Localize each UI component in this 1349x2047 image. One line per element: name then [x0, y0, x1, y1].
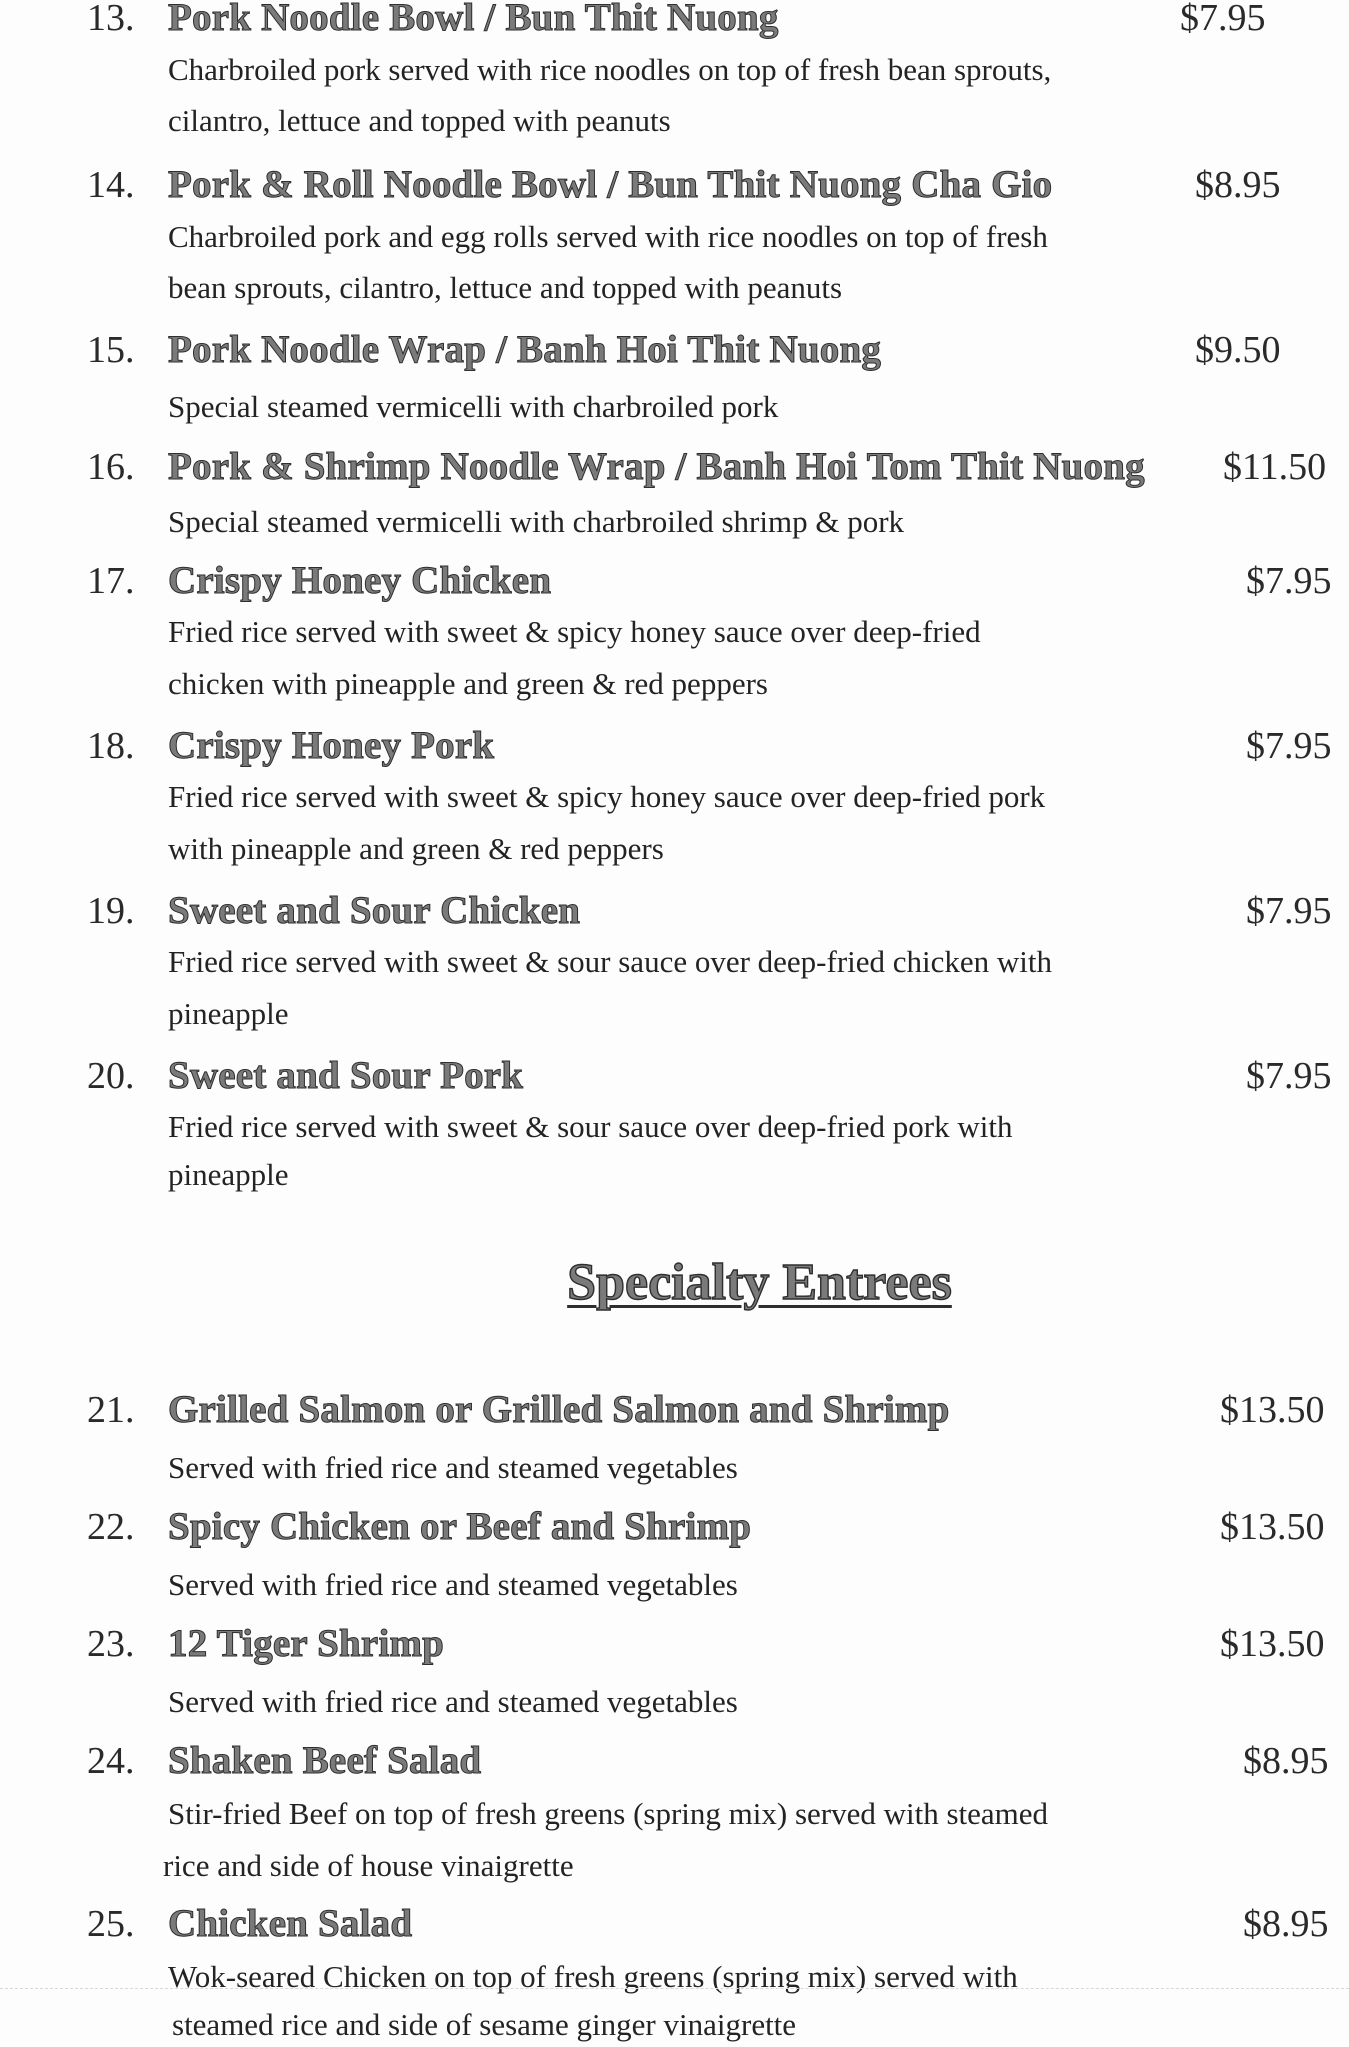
menu-item-header — [0, 1502, 1349, 1552]
menu-item-header — [0, 1619, 1349, 1669]
item-price: $9.50 — [1195, 329, 1281, 371]
item-name: Pork & Shrimp Noodle Wrap / Banh Hoi Tom Thit Nuong — [168, 445, 1145, 488]
item-price: $8.95 — [1195, 164, 1281, 206]
item-number: 19. — [87, 890, 135, 932]
menu-item-header — [0, 1051, 1349, 1101]
item-name: Chicken Salad — [168, 1902, 413, 1945]
item-price: $8.95 — [1243, 1740, 1329, 1782]
menu-item-header — [0, 325, 1349, 375]
item-name: Crispy Honey Pork — [168, 724, 495, 767]
item-description-line: Fried rice served with sweet & spicy honey sauce over deep-fried pork — [168, 779, 1046, 814]
section-heading-text: Specialty Entrees — [567, 1254, 952, 1311]
item-number: 17. — [87, 560, 135, 602]
menu-item-header — [0, 1736, 1349, 1786]
menu-item-14 — [0, 160, 1349, 314]
item-number: 22. — [87, 1506, 135, 1548]
item-description-line: bean sprouts, cilantro, lettuce and topped with peanuts — [168, 270, 843, 305]
item-price: $13.50 — [1220, 1389, 1325, 1431]
item-name: Grilled Salmon or Grilled Salmon and Shrimp — [168, 1388, 950, 1431]
item-description-line: Stir-fried Beef on top of fresh greens (spring mix) served with steamed — [168, 1796, 1049, 1831]
item-description-line: with pineapple and green & red peppers — [168, 831, 664, 866]
item-description-line: Wok-seared Chicken on top of fresh greens (spring mix) served with — [168, 1959, 1018, 1994]
item-name: Shaken Beef Salad — [168, 1739, 482, 1782]
menu-item-23 — [0, 1619, 1349, 1735]
menu-item-header — [0, 556, 1349, 606]
item-price: $13.50 — [1220, 1623, 1325, 1665]
item-description-line: Served with fried rice and steamed vegetables — [168, 1450, 738, 1485]
item-name: Sweet and Sour Chicken — [168, 889, 581, 932]
item-number: 13. — [87, 0, 135, 39]
menu-item-16 — [0, 442, 1349, 552]
menu-item-13 — [0, 0, 1349, 147]
item-number: 16. — [87, 446, 135, 488]
item-price: $7.95 — [1180, 0, 1266, 39]
item-name: Spicy Chicken or Beef and Shrimp — [168, 1505, 752, 1548]
item-number: 20. — [87, 1055, 135, 1097]
item-name: Pork Noodle Wrap / Banh Hoi Thit Nuong — [168, 328, 882, 371]
item-name: Sweet and Sour Pork — [168, 1054, 524, 1097]
item-description-line: Fried rice served with sweet & spicy honey sauce over deep-fried — [168, 614, 981, 649]
menu-item-22 — [0, 1502, 1349, 1618]
menu-item-24 — [0, 1736, 1349, 1890]
item-price: $8.95 — [1243, 1903, 1329, 1945]
menu-item-header — [0, 0, 1349, 43]
item-price: $7.95 — [1246, 1055, 1332, 1097]
item-number: 18. — [87, 725, 135, 767]
item-price: $13.50 — [1220, 1506, 1325, 1548]
item-description-line: Served with fried rice and steamed vegetables — [168, 1567, 738, 1602]
item-description-line: Charbroiled pork served with rice noodles on top of fresh bean sprouts, — [168, 52, 1052, 87]
item-description-line: cilantro, lettuce and topped with peanuts — [168, 103, 671, 138]
menu-item-25 — [0, 1899, 1349, 2045]
item-price: $7.95 — [1246, 890, 1332, 932]
item-price: $7.95 — [1246, 560, 1332, 602]
item-name: Pork & Roll Noodle Bowl / Bun Thit Nuong Cha Gio — [168, 163, 1053, 206]
menu-item-header — [0, 1385, 1349, 1435]
item-number: 24. — [87, 1740, 135, 1782]
item-description-line: Served with fried rice and steamed vegetables — [168, 1684, 738, 1719]
item-description-line: Fried rice served with sweet & sour sauce over deep-fried chicken with — [168, 944, 1053, 979]
item-description-line: Charbroiled pork and egg rolls served with rice noodles on top of fresh — [168, 219, 1048, 254]
item-number: 23. — [87, 1623, 135, 1665]
menu-item-header — [0, 1899, 1349, 1949]
menu-item-21 — [0, 1385, 1349, 1501]
item-price: $11.50 — [1223, 446, 1327, 488]
item-description-line: steamed rice and side of sesame ginger vinaigrette — [172, 2007, 797, 2042]
item-name: 12 Tiger Shrimp — [168, 1622, 445, 1665]
item-description-line: chicken with pineapple and green & red peppers — [168, 666, 768, 701]
item-name: Crispy Honey Chicken — [168, 559, 552, 602]
item-number: 21. — [87, 1389, 135, 1431]
menu-item-17 — [0, 556, 1349, 710]
item-description-line: pineapple — [168, 1157, 289, 1192]
item-price: $7.95 — [1246, 725, 1332, 767]
item-description-line: Fried rice served with sweet & sour sauce over deep-fried pork with — [168, 1109, 1013, 1144]
menu-item-19 — [0, 886, 1349, 1040]
item-number: 25. — [87, 1903, 135, 1945]
item-number: 15. — [87, 329, 135, 371]
item-description-line: Special steamed vermicelli with charbroiled pork — [168, 389, 779, 424]
menu-item-18 — [0, 721, 1349, 875]
menu-item-header — [0, 442, 1349, 492]
menu-item-20 — [0, 1051, 1349, 1201]
item-description-line: pineapple — [168, 996, 289, 1031]
menu-item-header — [0, 721, 1349, 771]
scan-edge-line — [0, 1988, 1349, 1989]
section-heading — [0, 1251, 1349, 1315]
menu-item-header — [0, 886, 1349, 936]
menu-item-header — [0, 160, 1349, 210]
item-description-line: Special steamed vermicelli with charbroiled shrimp & pork — [168, 504, 905, 539]
item-name: Pork Noodle Bowl / Bun Thit Nuong — [168, 0, 779, 39]
item-number: 14. — [87, 164, 135, 206]
menu-item-15 — [0, 325, 1349, 439]
item-description-line: rice and side of house vinaigrette — [163, 1848, 574, 1883]
